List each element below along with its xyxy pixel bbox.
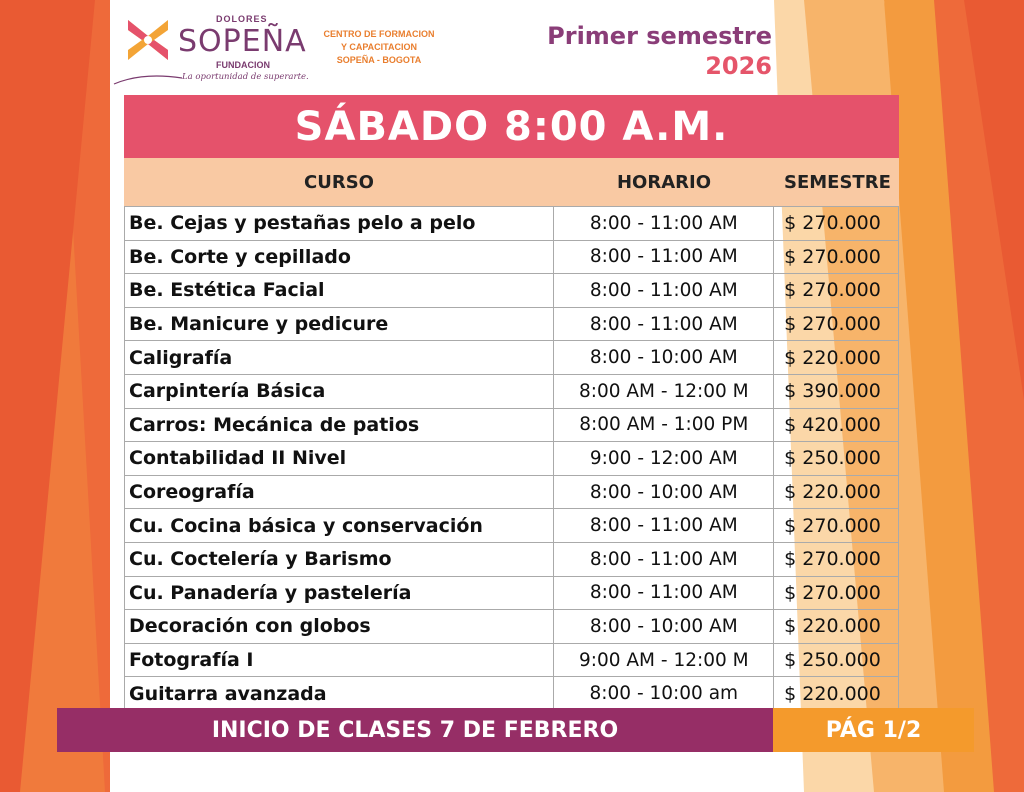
classes-start: INICIO DE CLASES 7 DE FEBRERO [57, 708, 773, 752]
table-row [125, 677, 899, 711]
table-row [125, 644, 899, 678]
table-row [125, 476, 899, 510]
sopena-logo [112, 10, 322, 82]
course-cell: Coreografía [125, 476, 554, 509]
logo-top-text: DOLORES [216, 14, 268, 24]
price-cell: $ 220.000 [774, 341, 899, 374]
page-indicator: PÁG 1/2 [773, 708, 974, 752]
price-cell: $ 270.000 [774, 241, 899, 274]
left-decoration [0, 0, 110, 792]
schedule-title: SÁBADO 8:00 A.M. [124, 95, 899, 158]
course-cell: Caligrafía [125, 341, 554, 374]
time-cell: 8:00 AM - 1:00 PM [554, 409, 774, 442]
table-row [125, 274, 899, 308]
center-name-line: Y CAPACITACION [340, 42, 417, 52]
table-row [125, 409, 899, 443]
logo-tagline: La oportunidad de superarte. [182, 72, 309, 82]
schedule-table [124, 95, 899, 711]
table-body [124, 206, 899, 711]
course-cell: Contabilidad II Nivel [125, 442, 554, 475]
semester-text: Primer semestre [547, 22, 772, 50]
time-cell: 8:00 - 10:00 AM [554, 476, 774, 509]
course-cell: Be. Estética Facial [125, 274, 554, 307]
course-cell: Guitarra avanzada [125, 677, 554, 710]
price-cell: $ 270.000 [774, 308, 899, 341]
semester-year: 2026 [705, 52, 772, 80]
time-cell: 8:00 - 11:00 AM [554, 543, 774, 576]
time-cell: 8:00 - 10:00 AM [554, 610, 774, 643]
price-cell: $ 220.000 [774, 677, 899, 710]
course-cell: Carros: Mecánica de patios [125, 409, 554, 442]
time-cell: 8:00 - 10:00 am [554, 677, 774, 710]
table-header [124, 158, 899, 206]
time-cell: 8:00 - 11:00 AM [554, 509, 774, 542]
course-cell: Cu. Panadería y pastelería [125, 577, 554, 610]
table-row [125, 442, 899, 476]
price-cell: $ 270.000 [774, 509, 899, 542]
logo-name: SOPEÑA [178, 24, 307, 59]
table-row [125, 341, 899, 375]
time-cell: 8:00 - 11:00 AM [554, 241, 774, 274]
table-row [125, 206, 899, 241]
price-cell: $ 220.000 [774, 476, 899, 509]
time-cell: 8:00 - 11:00 AM [554, 308, 774, 341]
table-row [125, 543, 899, 577]
price-cell: $ 220.000 [774, 610, 899, 643]
price-cell: $ 420.000 [774, 409, 899, 442]
table-row [125, 610, 899, 644]
table-row [125, 577, 899, 611]
time-cell: 8:00 - 11:00 AM [554, 207, 774, 240]
price-cell: $ 270.000 [774, 207, 899, 240]
price-cell: $ 250.000 [774, 442, 899, 475]
course-cell: Decoración con globos [125, 610, 554, 643]
center-name-line: SOPEÑA - BOGOTA [336, 55, 422, 65]
logo-subtitle: FUNDACION [216, 60, 270, 70]
header-time: HORARIO [616, 171, 712, 193]
header-course: CURSO [304, 171, 374, 193]
table-row [125, 375, 899, 409]
time-cell: 8:00 - 11:00 AM [554, 274, 774, 307]
price-cell: $ 250.000 [774, 644, 899, 677]
price-cell: $ 270.000 [774, 543, 899, 576]
time-cell: 8:00 AM - 12:00 M [554, 375, 774, 408]
course-cell: Be. Corte y cepillado [125, 241, 554, 274]
time-cell: 8:00 - 11:00 AM [554, 577, 774, 610]
course-cell: Carpintería Básica [125, 375, 554, 408]
time-cell: 9:00 AM - 12:00 M [554, 644, 774, 677]
price-cell: $ 270.000 [774, 577, 899, 610]
sopena-logo-icon [122, 14, 174, 66]
semester-label [547, 22, 772, 80]
price-cell: $ 390.000 [774, 375, 899, 408]
center-name [318, 28, 440, 67]
course-cell: Be. Manicure y pedicure [125, 308, 554, 341]
footer-bar [57, 708, 974, 752]
price-cell: $ 270.000 [774, 274, 899, 307]
course-cell: Cu. Cocina básica y conservación [125, 509, 554, 542]
header-price: SEMESTRE [784, 171, 891, 193]
course-cell: Cu. Coctelería y Barismo [125, 543, 554, 576]
course-cell: Be. Cejas y pestañas pelo a pelo [125, 207, 554, 240]
time-cell: 8:00 - 10:00 AM [554, 341, 774, 374]
table-row [125, 241, 899, 275]
logo-swoosh [112, 72, 184, 86]
center-name-line: CENTRO DE FORMACION [323, 29, 435, 39]
course-cell: Fotografía I [125, 644, 554, 677]
time-cell: 9:00 - 12:00 AM [554, 442, 774, 475]
table-row [125, 308, 899, 342]
table-row [125, 509, 899, 543]
